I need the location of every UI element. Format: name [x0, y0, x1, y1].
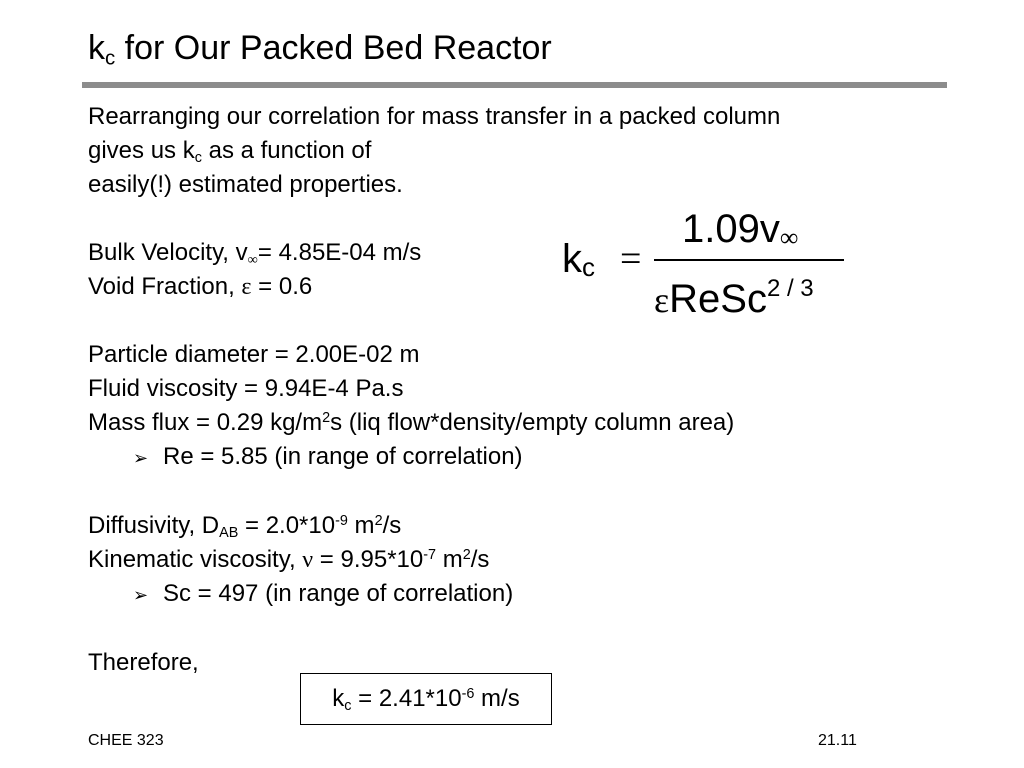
kinematic-label: Kinematic viscosity,	[88, 546, 303, 573]
answer-box	[300, 673, 552, 725]
sc-text: Sc = 497 (in range of correlation)	[163, 580, 514, 607]
diffusivity-unit: m	[347, 512, 375, 539]
intro-text-rest: as a function of	[201, 137, 372, 164]
answer-value: = 2.41*10	[351, 685, 462, 712]
kinematic-viscosity	[88, 543, 928, 577]
diffusivity-value: = 2.0*10	[238, 512, 336, 539]
infinity-subscript: ∞	[247, 252, 258, 269]
denominator-exponent: 2 / 3	[766, 275, 814, 302]
formula-k-subscript: c	[582, 252, 595, 282]
answer-k: k	[332, 685, 345, 712]
spacer	[88, 612, 928, 646]
velocity-label: Bulk Velocity, v	[88, 239, 248, 266]
answer-subscript: c	[344, 698, 352, 715]
re-bullet	[88, 440, 928, 475]
formula-denominator	[654, 265, 814, 324]
arrow-bullet-icon: ➢	[133, 448, 149, 468]
fraction-bar	[654, 259, 844, 261]
kinematic-exponent: -7	[423, 547, 437, 564]
re-text: Re = 5.85 (in range of correlation)	[163, 443, 523, 470]
formula-k: k	[562, 237, 582, 281]
diffusivity-label: Diffusivity, D	[88, 512, 220, 539]
footer-slide-number: 21.11	[818, 732, 857, 749]
intro-line-2	[88, 134, 928, 168]
formula-numerator	[682, 205, 798, 262]
mass-flux-text-rest: s (liq flow*density/empty column area)	[330, 409, 735, 436]
sc-bullet	[88, 577, 928, 612]
diffusivity-subscript: AB	[219, 525, 239, 542]
diffusivity-unit-exponent: 2	[374, 513, 383, 530]
nu-symbol: ν	[302, 547, 314, 573]
kc-formula	[562, 205, 862, 321]
kinematic-unit-rest: /s	[470, 546, 490, 573]
epsilon-symbol: ε	[241, 274, 252, 300]
denominator-epsilon: ε	[654, 280, 670, 320]
mass-flux-superscript: 2	[322, 410, 331, 427]
velocity-value: = 4.85E-04 m/s	[257, 239, 422, 266]
title-subscript: c	[105, 47, 116, 70]
mass-flux-text: Mass flux = 0.29 kg/m	[88, 409, 323, 436]
intro-line-3: easily(!) estimated properties.	[88, 171, 403, 198]
answer-exponent: -6	[461, 686, 475, 703]
kinematic-value: = 9.95*10	[313, 546, 424, 573]
formula-lhs	[562, 235, 595, 291]
void-value: = 0.6	[251, 273, 313, 300]
answer-unit: m/s	[474, 685, 520, 712]
diffusivity-unit-rest: /s	[382, 512, 402, 539]
arrow-bullet-icon: ➢	[133, 585, 149, 605]
slide-title	[88, 26, 552, 70]
intro-subscript: c	[194, 150, 202, 167]
numerator-subscript: ∞	[779, 223, 799, 252]
title-divider	[82, 82, 947, 88]
denominator-text: ReSc	[669, 277, 767, 321]
therefore-text: Therefore,	[88, 649, 199, 676]
mass-flux	[88, 406, 928, 440]
slide-body	[88, 100, 928, 680]
formula-equals: =	[620, 238, 642, 280]
intro-text: gives us k	[88, 137, 195, 164]
particle-diameter: Particle diameter = 2.00E-02 m	[88, 341, 420, 368]
diffusivity	[88, 509, 928, 543]
title-k: k	[88, 29, 105, 67]
kinematic-unit-exponent: 2	[462, 547, 471, 564]
numerator-text: 1.09v	[682, 207, 780, 251]
footer-course: CHEE 323	[88, 732, 164, 749]
void-label: Void Fraction,	[88, 273, 242, 300]
fluid-viscosity: Fluid viscosity = 9.94E-4 Pa.s	[88, 375, 404, 402]
diffusivity-exponent: -9	[335, 513, 348, 530]
spacer	[88, 475, 928, 509]
intro-line-1: Rearranging our correlation for mass transfer in a packed column	[88, 103, 781, 130]
kinematic-unit: m	[436, 546, 463, 573]
title-rest: for Our Packed Bed Reactor	[115, 29, 552, 67]
